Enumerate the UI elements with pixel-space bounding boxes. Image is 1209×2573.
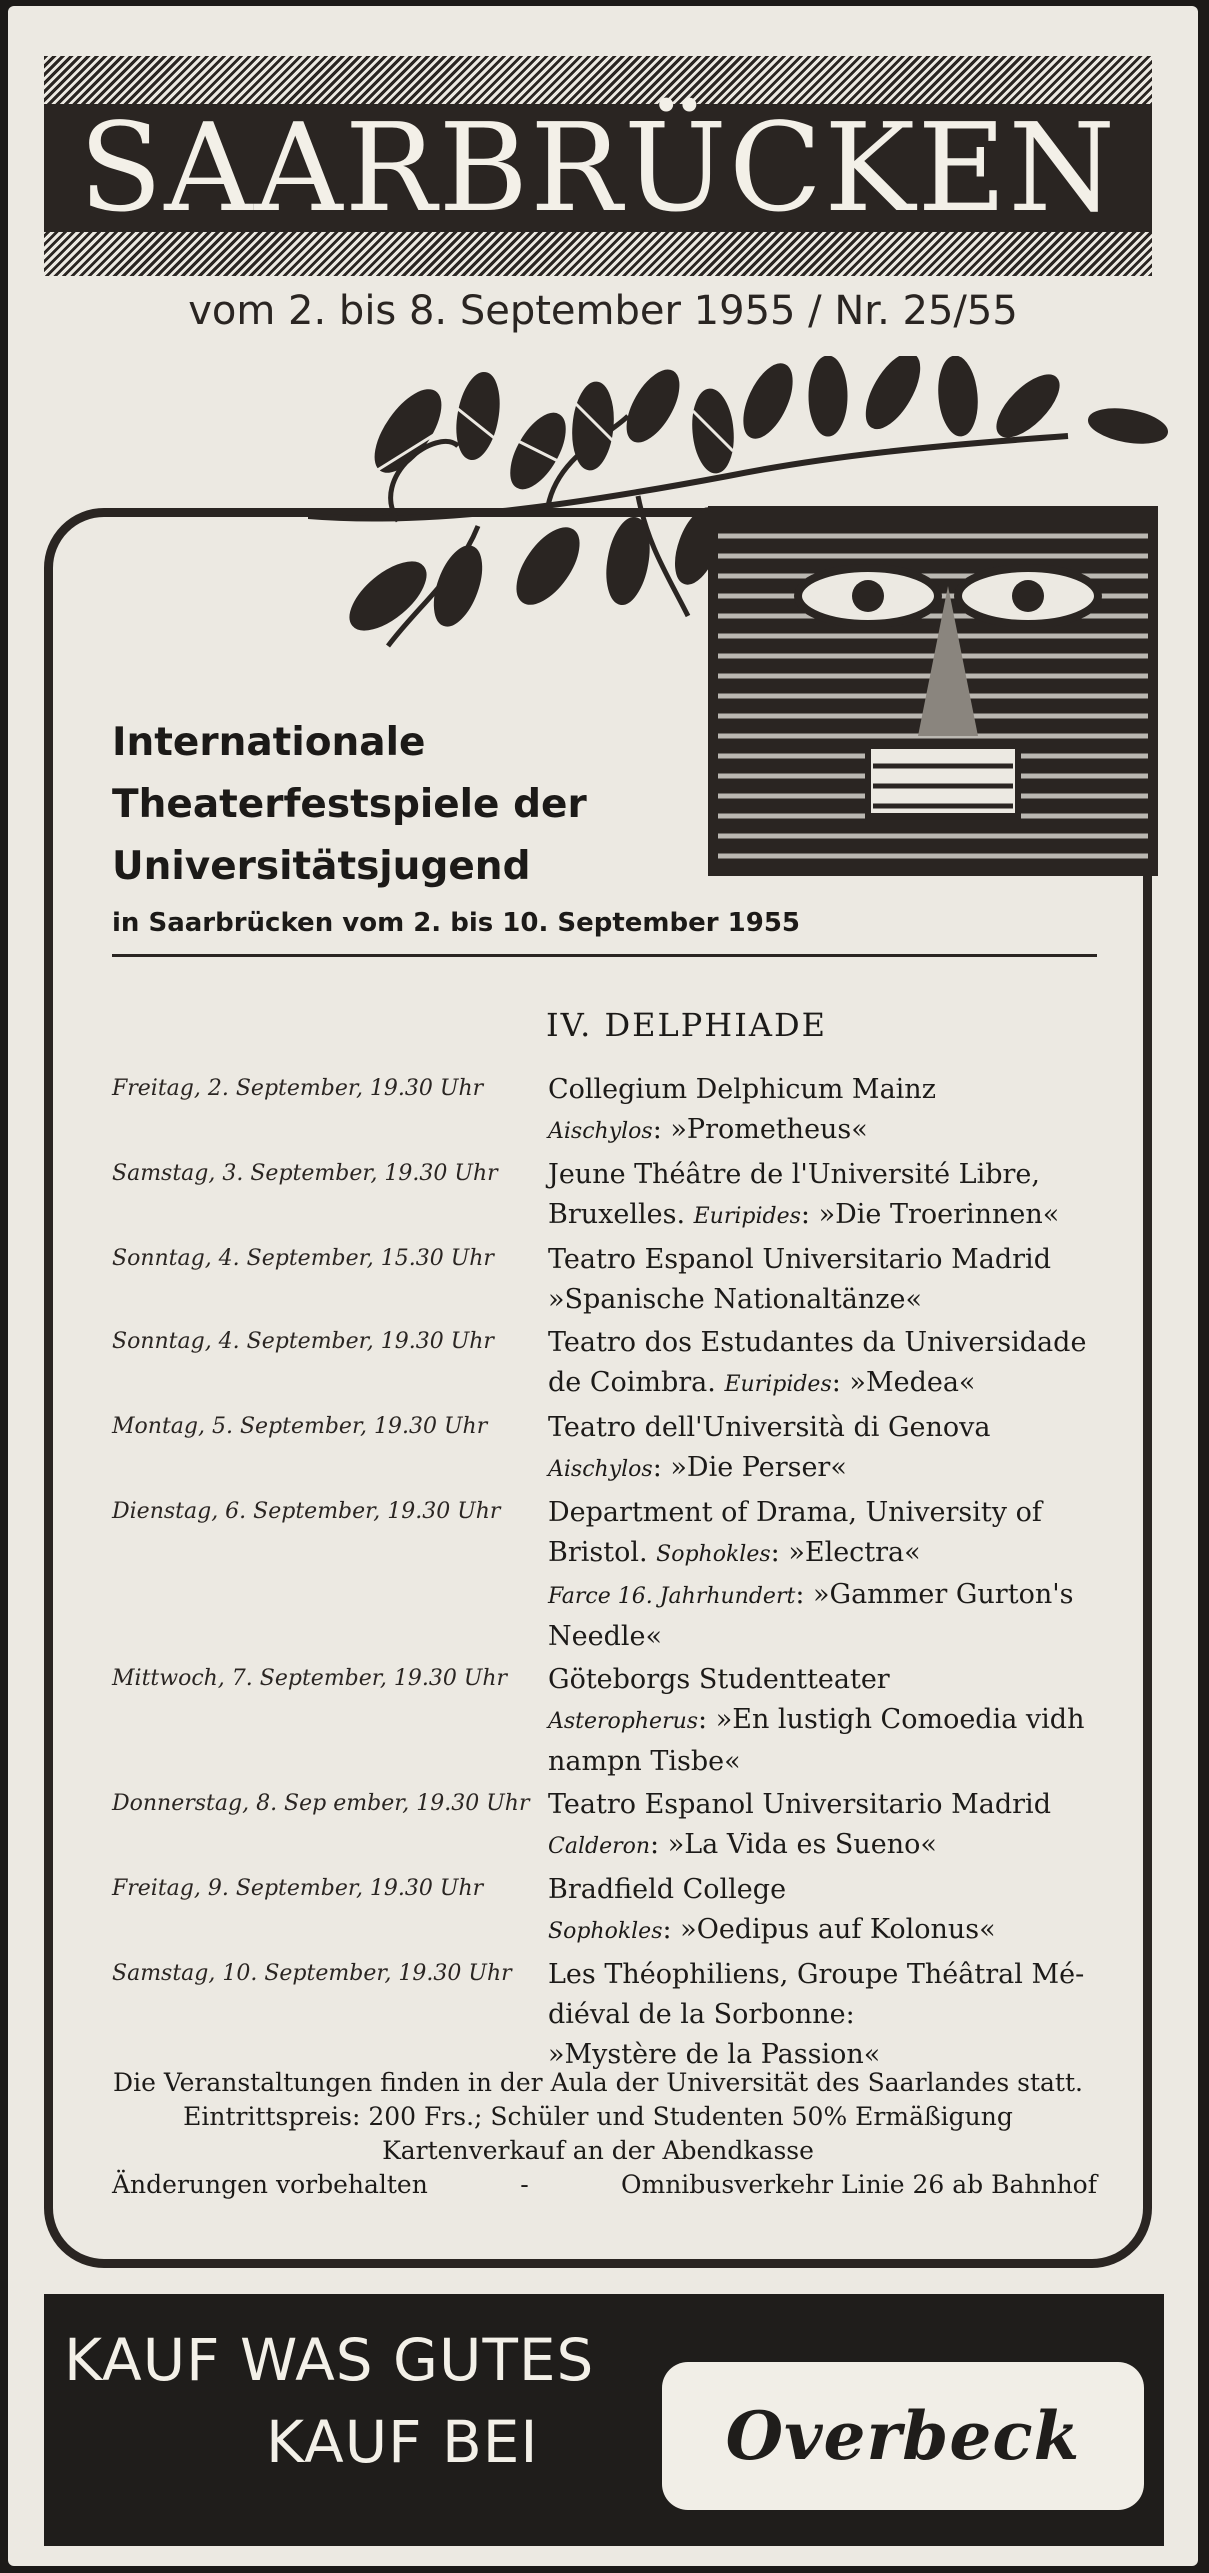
event-text: : »Oedipus auf Kolonus« — [662, 1914, 996, 1945]
event-text: : »Die Troerinnen« — [800, 1199, 1060, 1230]
title-banner — [44, 56, 1152, 276]
event-line — [548, 1155, 1112, 1195]
event-line — [548, 1785, 1112, 1825]
event-date: Mittwoch, 7. September, 19.30 Uhr — [112, 1666, 508, 1691]
footer-notes — [112, 2170, 1097, 2199]
event-line — [548, 1195, 1112, 1237]
event-text: de Coimbra. — [548, 1367, 725, 1398]
event-text: Teatro dos Estudantes da Universidade — [548, 1327, 1087, 1358]
event-row — [112, 1408, 1112, 1493]
ad-slogan-line1: KAUF WAS GUTES — [64, 2326, 595, 2394]
event-text: Needle« — [548, 1621, 662, 1652]
footer-info — [68, 2066, 1128, 2168]
event-date: Sonntag, 4. September, 15.30 Uhr — [112, 1246, 494, 1271]
headline — [112, 712, 712, 898]
headline-line: Internationale — [112, 720, 426, 765]
event-list — [112, 1070, 1112, 2078]
event-text: Collegium Delphicum Mainz — [548, 1074, 936, 1105]
event-details — [548, 1870, 1112, 1952]
event-details — [548, 1323, 1112, 1405]
event-row — [112, 1323, 1112, 1408]
event-date: Sonntag, 4. September, 19.30 Uhr — [112, 1329, 494, 1354]
issue-subtitle: vom 2. bis 8. September 1955 / Nr. 25/55 — [188, 288, 1018, 334]
event-text: Teatro dell'Università di Genova — [548, 1412, 991, 1443]
footer-price: Eintrittspreis: 200 Frs.; Schüler und Studenten 50% Ermäßigung — [183, 2102, 1013, 2131]
event-row — [112, 1785, 1112, 1870]
event-text: »Mystère de la Passion« — [548, 2039, 881, 2070]
event-author: Asteropherus — [548, 1709, 699, 1734]
event-author: Aischylos — [548, 1457, 653, 1482]
ad-slogan-line2: KAUF BEI — [266, 2408, 539, 2476]
advertisement — [44, 2294, 1164, 2546]
festival-title: IV. DELPHIADE — [546, 1006, 827, 1044]
event-author: Farce 16. Jahrhundert — [548, 1584, 796, 1609]
headline-line: Universitätsjugend — [112, 844, 531, 889]
event-row — [112, 1493, 1112, 1660]
event-line — [548, 1448, 1112, 1490]
ad-logo-box — [662, 2362, 1144, 2510]
footer-tickets: Kartenverkauf an der Abendkasse — [382, 2136, 814, 2165]
headline-subtitle: in Saarbrücken vom 2. bis 10. September 1955 — [112, 908, 800, 938]
event-date: Freitag, 2. September, 19.30 Uhr — [112, 1076, 484, 1101]
event-row — [112, 1240, 1112, 1323]
event-text: : »En lustigh Comoedia vidh — [698, 1704, 1085, 1735]
event-text: nampn Tisbe« — [548, 1746, 741, 1777]
headline-line: Theaterfestspiele der — [112, 782, 587, 827]
event-text: Göteborgs Studentteater — [548, 1664, 890, 1695]
event-text: Les Théophiliens, Groupe Théâtral Mé- — [548, 1959, 1085, 1990]
event-line — [548, 1742, 1112, 1782]
event-line — [548, 1910, 1112, 1952]
event-text: Bruxelles. — [548, 1199, 694, 1230]
event-line — [548, 1575, 1112, 1617]
event-details — [548, 1660, 1112, 1782]
event-line — [548, 1493, 1112, 1533]
event-line — [548, 1280, 1112, 1320]
event-line — [548, 1995, 1112, 2035]
event-row — [112, 1070, 1112, 1155]
event-text: Jeune Théâtre de l'Université Libre, — [548, 1159, 1040, 1190]
event-text: Bradfield College — [548, 1874, 787, 1905]
event-author: Euripides — [693, 1204, 801, 1229]
event-date: Samstag, 3. September, 19.30 Uhr — [112, 1161, 498, 1186]
event-line — [548, 1700, 1112, 1742]
event-author: Aischylos — [548, 1119, 653, 1144]
event-line — [548, 1955, 1112, 1995]
event-line — [548, 1533, 1112, 1575]
event-details — [548, 1785, 1112, 1867]
event-details — [548, 1240, 1112, 1320]
event-date: Montag, 5. September, 19.30 Uhr — [112, 1414, 488, 1439]
event-line — [548, 1825, 1112, 1867]
event-author: Calderon — [548, 1834, 651, 1859]
event-line — [548, 1240, 1112, 1280]
event-row — [112, 1955, 1112, 2078]
footer-venue: Die Veranstaltungen finden in der Aula der Universität des Saarlandes statt. — [113, 2068, 1083, 2097]
event-details — [548, 1493, 1112, 1657]
event-details — [548, 1408, 1112, 1490]
event-details — [548, 1070, 1112, 1152]
event-line — [548, 1110, 1112, 1152]
ad-brand-logo: Overbeck — [725, 2397, 1081, 2475]
event-text: : »Gammer Gurton's — [795, 1579, 1074, 1610]
event-text: Department of Drama, University of — [548, 1497, 1042, 1528]
event-details — [548, 1955, 1112, 2075]
event-line — [548, 1870, 1112, 1910]
footer-bus: Omnibusverkehr Linie 26 ab Bahnhof — [621, 2170, 1097, 2199]
footer-separator: - — [520, 2170, 529, 2199]
footer-changes: Änderungen vorbehalten — [112, 2170, 428, 2199]
event-date: Dienstag, 6. September, 19.30 Uhr — [112, 1499, 501, 1524]
mask-face-icon — [708, 506, 1158, 876]
event-date: Samstag, 10. September, 19.30 Uhr — [112, 1961, 512, 1986]
event-text: Teatro Espanol Universitario Madrid — [548, 1244, 1051, 1275]
event-text: Bristol. — [548, 1537, 657, 1568]
event-text: diéval de la Sorbonne: — [548, 1999, 855, 2030]
event-text: : »Prometheus« — [652, 1114, 868, 1145]
event-line — [548, 1323, 1112, 1363]
event-text: »Spanische Nationaltänze« — [548, 1284, 922, 1315]
event-date: Donnerstag, 8. Sep ember, 19.30 Uhr — [112, 1791, 530, 1816]
event-details — [548, 1155, 1112, 1237]
event-text: Teatro Espanol Universitario Madrid — [548, 1789, 1051, 1820]
event-row — [112, 1870, 1112, 1955]
event-line — [548, 1070, 1112, 1110]
event-author: Sophokles — [548, 1919, 663, 1944]
event-text: : »Die Perser« — [652, 1452, 847, 1483]
event-line — [548, 1617, 1112, 1657]
event-line — [548, 1363, 1112, 1405]
event-line — [548, 1660, 1112, 1700]
program-page — [8, 6, 1198, 2566]
event-text: : »Medea« — [831, 1367, 976, 1398]
event-text: : »Electra« — [770, 1537, 921, 1568]
event-row — [112, 1155, 1112, 1240]
event-author: Euripides — [724, 1372, 832, 1397]
event-author: Sophokles — [656, 1542, 771, 1567]
divider — [112, 954, 1097, 957]
event-date: Freitag, 9. September, 19.30 Uhr — [112, 1876, 484, 1901]
event-row — [112, 1660, 1112, 1785]
event-text: : »La Vida es Sueno« — [650, 1829, 937, 1860]
page-title: SAARBRÜCKEN — [78, 97, 1118, 239]
event-line — [548, 1408, 1112, 1448]
